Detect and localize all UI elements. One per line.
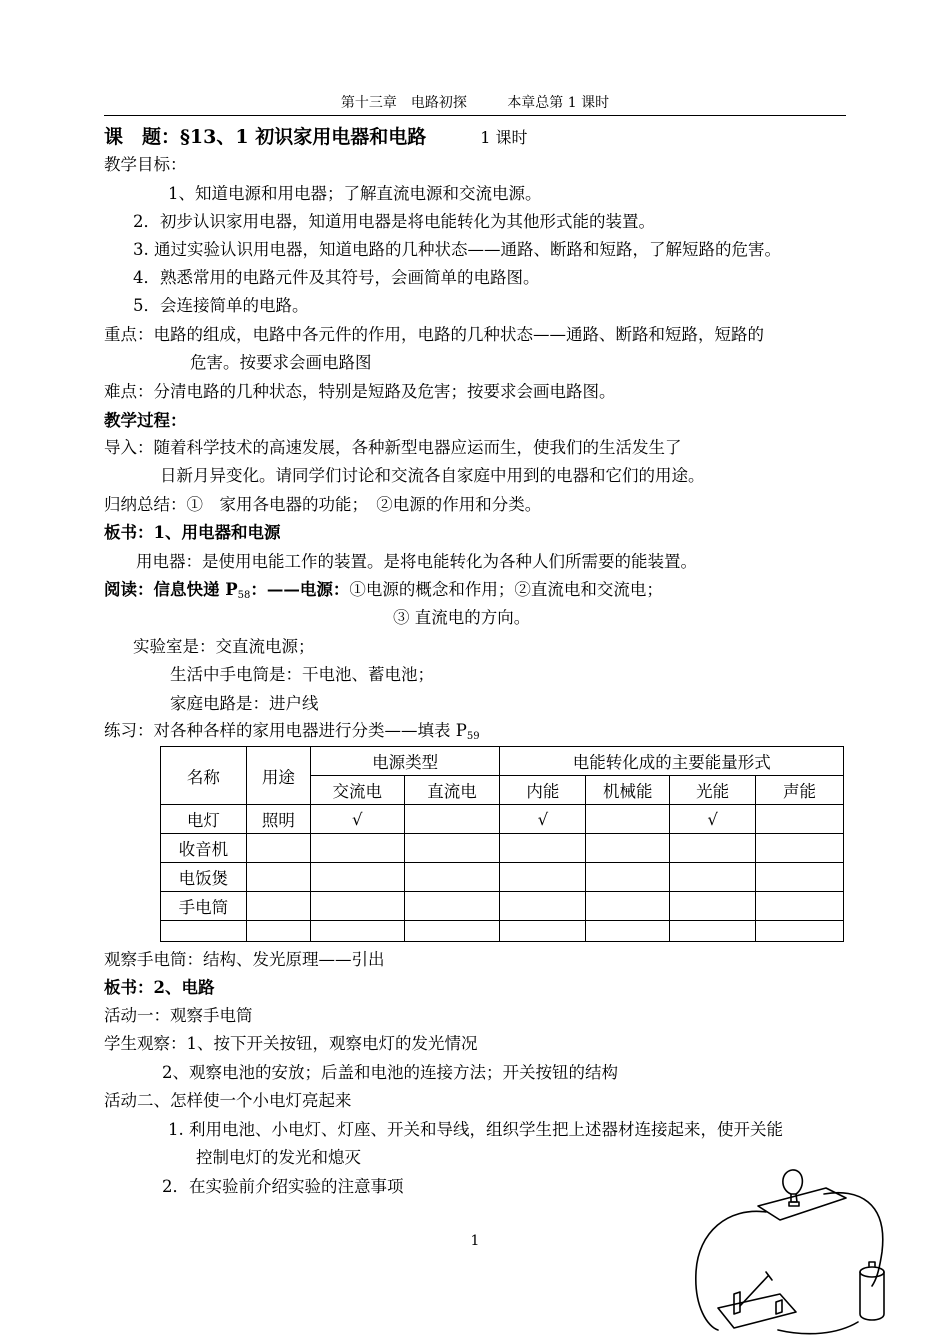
activity-2-item-1-line-2: 控制电灯的发光和熄灭 <box>196 1148 361 1167</box>
key-points-line-1: 重点：电路的组成，电路中各元件的作用，电路的几种状态——通路、断路和短路，短路的 <box>104 325 764 344</box>
wire-lamp-battery <box>824 1193 883 1286</box>
switch-post-right <box>776 1300 782 1314</box>
table-cell <box>670 921 756 942</box>
table-cell <box>246 834 310 863</box>
header-chapter: 第十三章 电路初探 <box>340 95 467 111</box>
table-cell <box>756 892 844 921</box>
page-header <box>104 93 846 116</box>
table-cell <box>310 863 404 892</box>
table-cell-check: √ <box>670 805 756 834</box>
observe-flashlight: 观察手电筒：结构、发光原理——引出 <box>104 950 385 969</box>
table-header-power-type: 电源类型 <box>310 747 500 776</box>
table-cell <box>670 892 756 921</box>
table-subheader-light: 光能 <box>670 776 756 805</box>
table-cell <box>310 921 404 942</box>
table-cell <box>500 892 586 921</box>
table-cell <box>404 834 500 863</box>
table-row <box>161 863 844 892</box>
table-cell <box>500 834 586 863</box>
table-cell <box>756 863 844 892</box>
reading-prefix: 阅读：信息快递 P <box>104 580 238 599</box>
table-cell <box>586 834 670 863</box>
goal-item-2: 2．初步认识家用电器，知道用电器是将电能转化为其他形式能的装置。 <box>133 212 655 231</box>
summary: 归纳总结：① 家用各电器的功能； ②电源的作用和分类。 <box>104 495 542 514</box>
wire-switch-battery <box>778 1322 858 1334</box>
exercise-line <box>104 720 480 742</box>
switch-blade <box>740 1276 768 1306</box>
activity-2-item-2: 2．在实验前介绍实验的注意事项 <box>162 1177 404 1196</box>
lab-line-1: 实验室是：交直流电源； <box>133 637 315 656</box>
table-cell <box>586 921 670 942</box>
table-subheader-sound: 声能 <box>756 776 844 805</box>
reading-rest: ①电源的概念和作用；②直流电和交流电； <box>349 580 663 599</box>
reading-middle: ：——电源： <box>250 580 350 599</box>
page-number: 1 <box>470 1233 480 1249</box>
process-heading: 教学过程： <box>104 411 187 430</box>
table-subheader-dc: 直流电 <box>404 776 500 805</box>
reading-line-2: ③ 直流电的方向。 <box>393 608 531 627</box>
activity-2-heading: 活动二、怎样使一个小电灯亮起来 <box>104 1091 352 1110</box>
exercise-prefix: 练习：对各种各样的家用电器进行分类——填表 P <box>104 721 467 740</box>
table-cell <box>586 863 670 892</box>
table-cell <box>246 863 310 892</box>
table-cell <box>404 863 500 892</box>
table-subheader-internal: 内能 <box>500 776 586 805</box>
table-cell <box>310 834 404 863</box>
table-cell <box>670 863 756 892</box>
student-observe-line-2: 2、观察电池的安放；后盖和电池的连接方法；开关按钮的结构 <box>162 1063 618 1082</box>
table-cell <box>586 805 670 834</box>
lesson-title <box>104 124 528 151</box>
intro-line-1: 导入：随着科学技术的高速发展，各种新型电器应运而生，使我们的生活发生了 <box>104 438 682 457</box>
table-cell <box>670 834 756 863</box>
appliance-definition: 用电器：是使用电能工作的装置。是将电能转化为各种人们所需要的能装置。 <box>136 552 697 571</box>
switch-board <box>718 1294 796 1328</box>
table-cell: 收音机 <box>161 834 247 863</box>
table-cell: 照明 <box>246 805 310 834</box>
battery-body <box>860 1272 884 1320</box>
classification-table <box>160 746 844 942</box>
table-cell <box>310 892 404 921</box>
goal-item-5: 5．会连接简单的电路。 <box>133 296 309 315</box>
goal-item-4: 4．熟悉常用的电路元件及其符号，会画简单的电路图。 <box>133 268 540 287</box>
table-row <box>161 921 844 942</box>
table-header-use: 用途 <box>246 747 310 805</box>
table-header-row-1 <box>161 747 844 776</box>
lab-line-2: 生活中手电筒是：干电池、蓄电池； <box>170 665 434 684</box>
key-points-line-2: 危害。按要求会画电路图 <box>190 353 372 372</box>
table-cell <box>246 892 310 921</box>
activity-1-heading: 活动一：观察手电筒 <box>104 1006 253 1025</box>
lesson-title-label: 课 题：§13、1 初识家用电器和电路 <box>104 126 427 148</box>
student-observe-line-1: 学生观察：1、按下开关按钮，观察电灯的发光情况 <box>104 1034 478 1053</box>
table-row <box>161 834 844 863</box>
table-cell-check: √ <box>500 805 586 834</box>
activity-2-item-1-line-1: 1. 利用电池、小电灯、灯座、开关和导线，组织学生把上述器材连接起来，使开关能 <box>168 1120 783 1139</box>
table-row <box>161 892 844 921</box>
header-lesson-total: 本章总第 1 课时 <box>507 95 610 111</box>
table-cell-check: √ <box>310 805 404 834</box>
table-header-name: 名称 <box>161 747 247 805</box>
table-cell <box>500 863 586 892</box>
table-cell <box>586 892 670 921</box>
table-cell <box>404 892 500 921</box>
reading-page-sub: 58 <box>237 590 251 601</box>
table-cell <box>161 921 247 942</box>
table-subheader-ac: 交流电 <box>310 776 404 805</box>
circuit-sketch-illustration <box>688 1162 893 1340</box>
goals-heading: 教学目标： <box>104 155 187 174</box>
wire-lamp-switch <box>696 1211 766 1330</box>
table-cell <box>246 921 310 942</box>
board-heading-1: 板书：1、用电器和电源 <box>104 523 281 542</box>
table-cell <box>756 921 844 942</box>
board-heading-2: 板书：2、电路 <box>104 978 215 997</box>
intro-line-2: 日新月异变化。请同学们讨论和交流各自家庭中用到的电器和它们的用途。 <box>160 466 705 485</box>
table-cell <box>404 805 500 834</box>
table-header-energy-form: 电能转化成的主要能量形式 <box>500 747 844 776</box>
bulb-glass <box>783 1170 803 1194</box>
difficulties: 难点：分清电路的几种状态，特别是短路及危害；按要求会画电路图。 <box>104 382 616 401</box>
table-cell: 手电筒 <box>161 892 247 921</box>
reading-line-1 <box>104 579 663 601</box>
lab-line-3: 家庭电路是：进户线 <box>170 694 319 713</box>
table-cell: 电饭煲 <box>161 863 247 892</box>
lesson-duration: 1 课时 <box>480 128 528 147</box>
table-cell <box>756 805 844 834</box>
table-cell <box>756 834 844 863</box>
table-row <box>161 805 844 834</box>
table-cell: 电灯 <box>161 805 247 834</box>
goal-item-3: 3. 通过实验认识用电器，知道电路的几种状态——通路、断路和短路，了解短路的危害。 <box>133 240 781 259</box>
bulb-base <box>791 1194 797 1202</box>
goal-item-1: 1、知道电源和用电器；了解直流电源和交流电源。 <box>168 184 542 203</box>
table-cell <box>404 921 500 942</box>
table-cell <box>500 921 586 942</box>
table-subheader-mechanical: 机械能 <box>586 776 670 805</box>
exercise-page-sub: 59 <box>466 731 480 742</box>
